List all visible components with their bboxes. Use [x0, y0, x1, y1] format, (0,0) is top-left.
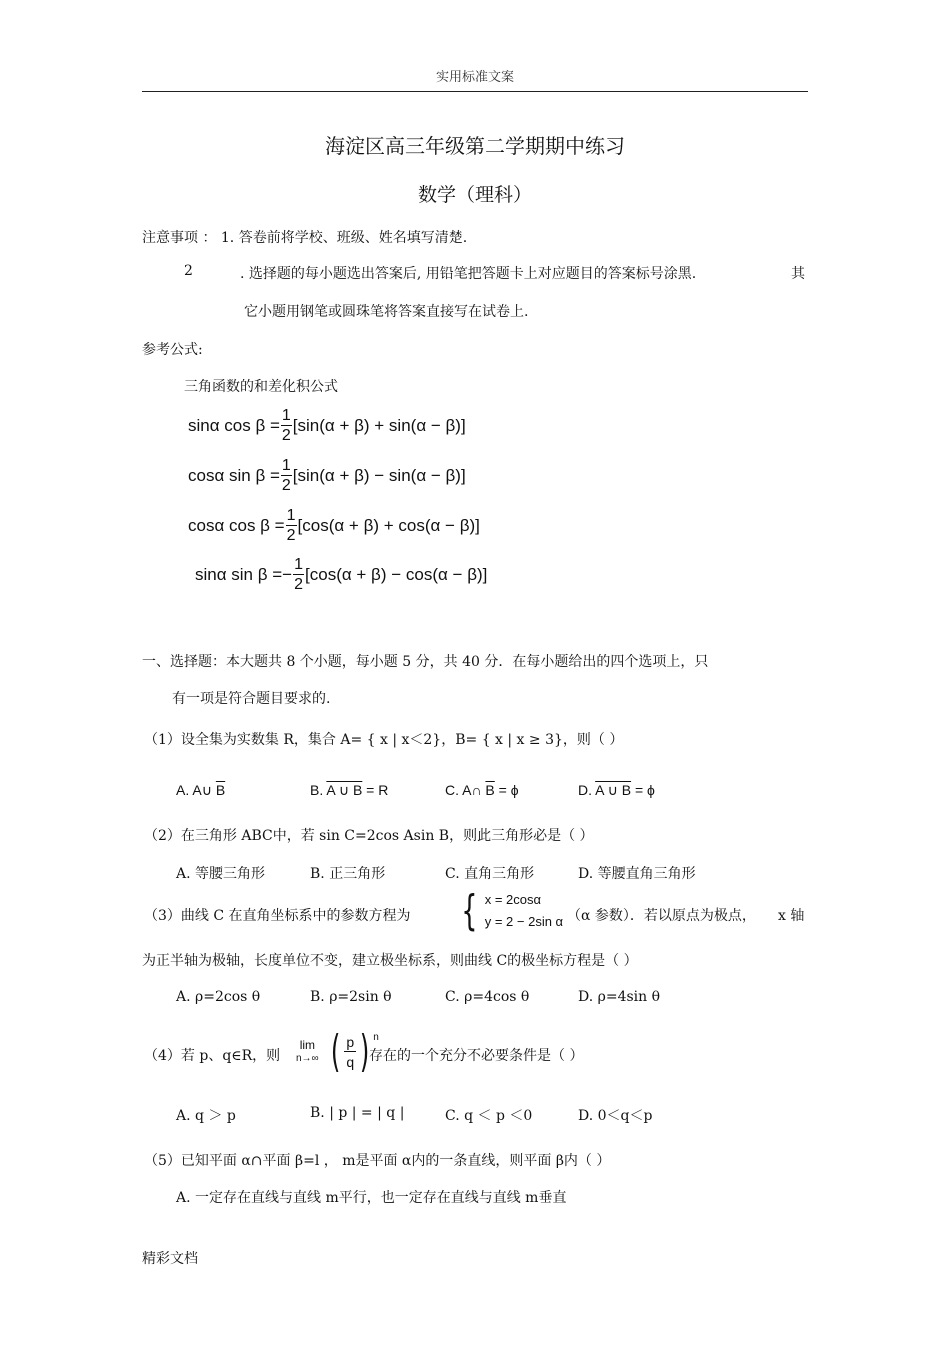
formula-rhs: [cos(α + β) − cos(α − β)]: [305, 565, 488, 584]
q3-stem-post: （α 参数）．若以原点为极点，: [567, 908, 756, 924]
frac-den: 2: [286, 527, 296, 544]
q1-option-a: [176, 782, 225, 799]
eq-x: x = 2cosα: [484, 892, 542, 907]
q2-option-b: B. 正三角形: [310, 866, 386, 882]
q3-option-c: C. ρ=4cos θ: [445, 989, 530, 1005]
frac-num: 1: [281, 457, 291, 474]
page-header: 实用标准文案: [435, 70, 514, 85]
system-wrap: [456, 886, 564, 935]
formula-2: [188, 458, 466, 494]
right-paren-icon: ): [359, 1026, 370, 1077]
q2-stem: （2）在三角形 ABC中，若 sin C=2cos Asin B，则此三角形必是（ ）: [144, 828, 594, 844]
formula-rhs: [sin(α + β) − sin(α − β)]: [292, 466, 466, 485]
formula-lhs: cosα cos β =: [188, 516, 285, 535]
q4-option-a: A. q ＞ p: [176, 1108, 236, 1124]
q4-stem-post: 存在的一个充分不必要条件是（ ）: [369, 1048, 584, 1064]
option-label: B.: [310, 782, 324, 798]
q5-stem: （5）已知平面 α∩平面 β=l ， m是平面 α内的一条直线，则平面 β内（ ）: [144, 1153, 611, 1169]
numerator: p: [346, 1034, 355, 1050]
q1-option-d: [578, 782, 655, 799]
fraction-half: [286, 508, 297, 544]
formula-sign: −: [282, 565, 293, 584]
q5-option-a: A. 一定存在直线与直线 m平行，也一定存在直线与直线 m垂直: [176, 1190, 567, 1206]
notes-line-1: 注意事项 ： 1. 答卷前将学校、班级、姓名填写清楚.: [142, 230, 468, 246]
system-lines: [485, 889, 563, 933]
formula-3: [188, 508, 480, 544]
q1-stem: （1）设全集为实数集 R，集合 A= { x | x＜2}，B= { x | x ≥ 3}，则（ ）: [144, 732, 624, 748]
notes-line-3: 它小题用钢笔或圆珠笔将答案直接写在试卷上.: [244, 304, 529, 320]
frac-den: 2: [281, 427, 291, 444]
notes-line-2: . 选择题的每小题选出答案后, 用铅笔把答题卡上对应题目的答案标号涂黑.: [240, 266, 697, 282]
lim-word: lim: [299, 1038, 316, 1052]
option-tail: = ϕ: [631, 782, 655, 798]
q4-option-b: B. | p | = | q |: [310, 1105, 405, 1121]
q3-stem-pre: （3）曲线 C 在直角坐标系中的参数方程为: [144, 908, 411, 924]
page-footer: 精彩文档: [142, 1251, 198, 1267]
option-tail: = ϕ: [494, 782, 519, 798]
exponent: n: [373, 1032, 379, 1043]
frac-num: 1: [281, 407, 291, 424]
formula-rhs: [sin(α + β) + sin(α − β)]: [292, 416, 466, 435]
q4-option-d: D. 0＜q＜p: [578, 1108, 653, 1124]
lim-sub: n→∞: [296, 1053, 319, 1064]
q1-option-b: [310, 782, 388, 799]
notes-line-2-end: 其: [791, 266, 805, 282]
formula-rhs: [cos(α + β) + cos(α − β)]: [297, 516, 480, 535]
exam-subtitle: 数学（理科）: [417, 184, 532, 206]
fraction-half: [293, 557, 304, 593]
option-overline: A ∪ B: [595, 782, 632, 798]
ref-label: 参考公式:: [142, 342, 203, 358]
frac-den: 2: [281, 477, 291, 494]
q3-stem-end: x 轴: [778, 908, 805, 924]
formula-1: [188, 408, 466, 444]
q3-parametric-system: [456, 886, 564, 935]
option-text: A∩: [462, 782, 482, 798]
option-label: D.: [578, 782, 592, 798]
q3-option-b: B. ρ=2sin θ: [310, 989, 392, 1005]
option-label: C.: [445, 782, 459, 798]
limit: [296, 1038, 319, 1066]
section-1-line-2: 有一项是符合题目要求的.: [172, 691, 331, 707]
q2-option-a: A. 等腰三角形: [176, 866, 266, 882]
q3-option-d: D. ρ=4sin θ: [578, 989, 661, 1005]
formula-lhs: sinα sin β =: [195, 565, 283, 584]
formula-lhs: cosα sin β =: [188, 466, 280, 485]
left-paren-icon: (: [331, 1026, 341, 1077]
option-overline: $\overline{B}$: [485, 782, 495, 798]
q3-stem-line-2: 为正半轴为极轴，长度单位不变，建立极坐标系，则曲线 C的极坐标方程是（ ）: [142, 953, 638, 969]
header-rule: [142, 91, 808, 92]
q4-stem-pre: （4）若 p、q∈R，则: [144, 1048, 281, 1064]
q2-option-d: D. 等腰直角三角形: [578, 866, 696, 882]
notes-line-2-num: 2: [184, 263, 193, 279]
denominator: q: [346, 1054, 355, 1070]
formula-lhs: sinα cos β =: [188, 416, 280, 435]
q3-option-a: A. ρ=2cos θ: [176, 989, 261, 1005]
option-overline: A ∪ B: [326, 782, 363, 798]
option-text: A∪: [192, 782, 212, 798]
fraction-half: [281, 408, 292, 444]
exam-title: 海淀区高三年级第二学期期中练习: [325, 134, 625, 158]
brace-icon: {: [461, 886, 478, 935]
q1-option-c: [445, 782, 519, 798]
q4-option-c: C. q ＜ p ＜0: [445, 1108, 533, 1124]
frac-num: 1: [294, 556, 304, 573]
frac-num: 1: [286, 507, 296, 524]
option-label: A.: [176, 782, 190, 798]
fraction-half: [281, 458, 292, 494]
p-over-q: [344, 1035, 356, 1069]
section-1-line-1: 一、选择题：本大题共 8 个小题，每小题 5 分，共 40 分．在每小题给出的四个选项上，只: [142, 654, 709, 670]
option-overline: $\overline{B}$: [215, 782, 226, 798]
formula-heading: 三角函数的和差化积公式: [184, 379, 338, 395]
q4-limit-expression: [296, 1026, 379, 1077]
frac-den: 2: [294, 576, 304, 593]
option-tail: = R: [362, 782, 389, 798]
q2-option-c: C. 直角三角形: [445, 866, 535, 882]
eq-y: y = 2 − 2sin α: [484, 914, 564, 929]
formula-4: [195, 557, 487, 593]
